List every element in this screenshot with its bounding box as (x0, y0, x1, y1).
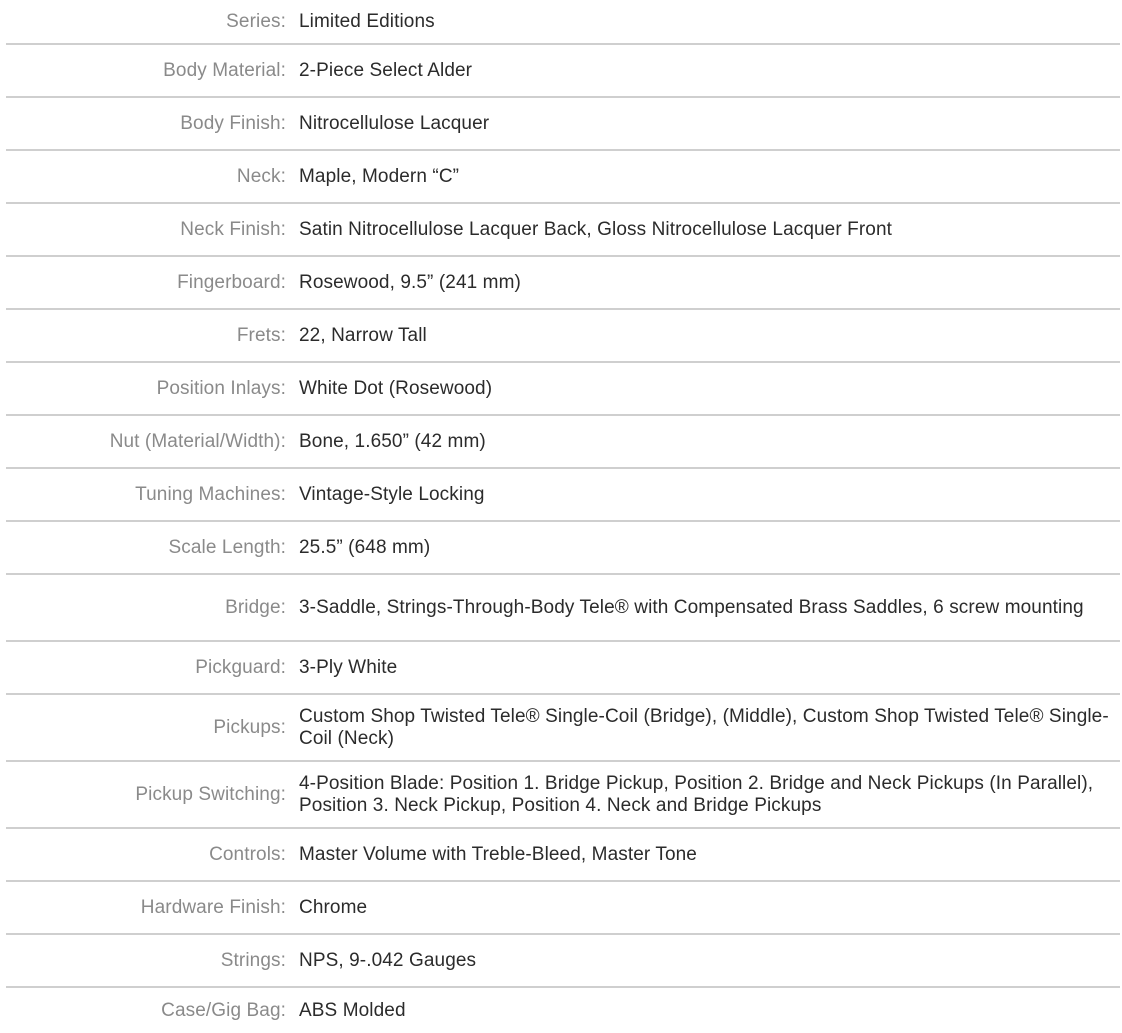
spec-value: 2-Piece Select Alder (299, 59, 473, 81)
spec-label: Neck Finish: (180, 218, 286, 240)
spec-value: NPS, 9-.042 Gauges (299, 949, 477, 971)
spec-table (6, 0, 1120, 1033)
spec-label: Position Inlays: (156, 377, 286, 399)
spec-row-position-inlays (6, 363, 1120, 416)
spec-label: Series: (226, 10, 286, 32)
spec-value: 3-Ply White (299, 656, 398, 678)
spec-label: Controls: (209, 843, 286, 865)
spec-row-controls (6, 829, 1120, 882)
spec-row-bridge (6, 575, 1120, 642)
spec-row-scale-length (6, 522, 1120, 575)
spec-label: Hardware Finish: (140, 896, 286, 918)
spec-label: Pickups: (213, 716, 286, 738)
spec-label: Neck: (236, 165, 286, 187)
spec-label: Pickup Switching: (135, 783, 286, 805)
spec-label: Body Finish: (180, 112, 286, 134)
spec-row-body-material (6, 45, 1120, 98)
spec-row-case-gig-bag (6, 988, 1120, 1033)
spec-value: Bone, 1.650” (42 mm) (299, 430, 486, 452)
spec-label: Scale Length: (168, 536, 286, 558)
spec-value: 25.5” (648 mm) (299, 536, 431, 558)
spec-row-pickguard (6, 642, 1120, 695)
spec-value: Custom Shop Twisted Tele® Single-Coil (Bridge), (Middle), Custom Shop Twisted Tele® Single-Coil (Neck) (299, 705, 1109, 749)
spec-label: Case/Gig Bag: (161, 999, 286, 1021)
spec-value: Nitrocellulose Lacquer (299, 112, 490, 134)
spec-value: Vintage-Style Locking (299, 483, 485, 505)
spec-row-neck-finish (6, 204, 1120, 257)
spec-value: White Dot (Rosewood) (299, 377, 493, 399)
spec-row-body-finish (6, 98, 1120, 151)
spec-value: 3-Saddle, Strings-Through-Body Tele® with Compensated Brass Saddles, 6 screw mounting (299, 596, 1084, 618)
spec-value: 4-Position Blade: Position 1. Bridge Pickup, Position 2. Bridge and Neck Pickups (In Parallel), Position 3. Neck Pickup, Position 4. Neck and Bridge Pickups (299, 772, 1094, 816)
spec-label: Tuning Machines: (135, 483, 286, 505)
spec-row-series (6, 0, 1120, 45)
spec-value: ABS Molded (299, 999, 406, 1021)
spec-value: Satin Nitrocellulose Lacquer Back, Gloss Nitrocellulose Lacquer Front (299, 218, 893, 240)
spec-value: Master Volume with Treble-Bleed, Master Tone (299, 843, 697, 865)
spec-row-nut (6, 416, 1120, 469)
spec-label: Pickguard: (195, 656, 286, 678)
spec-label: Frets: (236, 324, 286, 346)
spec-row-frets (6, 310, 1120, 363)
spec-row-hardware-finish (6, 882, 1120, 935)
spec-value: Rosewood, 9.5” (241 mm) (299, 271, 521, 293)
spec-label: Bridge: (225, 596, 286, 618)
spec-label: Fingerboard: (177, 271, 286, 293)
spec-label: Nut (Material/Width): (109, 430, 286, 452)
spec-row-pickup-switching (6, 762, 1120, 829)
spec-value: 22, Narrow Tall (299, 324, 427, 346)
spec-label: Strings: (220, 949, 286, 971)
spec-row-tuning-machines (6, 469, 1120, 522)
spec-value: Limited Editions (299, 10, 435, 32)
spec-row-pickups (6, 695, 1120, 762)
spec-value: Chrome (299, 896, 368, 918)
spec-row-neck (6, 151, 1120, 204)
spec-label: Body Material: (163, 59, 286, 81)
spec-row-fingerboard (6, 257, 1120, 310)
spec-value: Maple, Modern “C” (299, 165, 460, 187)
spec-row-strings (6, 935, 1120, 988)
